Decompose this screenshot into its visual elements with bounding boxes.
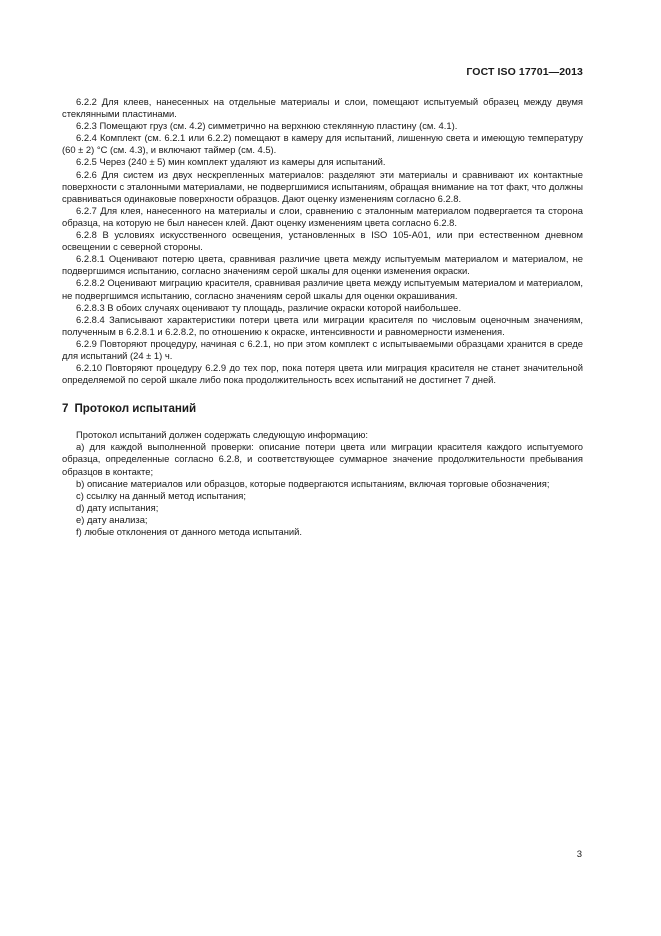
paragraph-6-2-5: 6.2.5 Через (240 ± 5) мин комплект удаляют из камеры для испытаний.: [76, 156, 386, 168]
document-body: [62, 96, 583, 538]
paragraph-6-2-7: 6.2.7 Для клея, нанесенного на материалы и слои, сравнению с эталонным материалом подвергается та сторона образца, на которую не был нанесен клей. Дают оценку изменениям цвета согласно 6.2.8.: [62, 204, 583, 228]
section-title: Протокол испытаний: [74, 402, 197, 416]
paragraph-6-2-2: 6.2.2 Для клеев, нанесенных на отдельные материалы и слои, помещают испытуемый образец между двумя стеклянными пластинами.: [62, 96, 583, 120]
page-number: 3: [576, 849, 582, 860]
section-number: 7: [62, 402, 69, 416]
list-item-b: b) описание материалов или образцов, которые подвергаются испытаниям, включая торговые обозначения;: [76, 477, 550, 489]
paragraph-6-2-4: 6.2.4 Комплект (см. 6.2.1 или 6.2.2) помещают в камеру для испытаний, лишенную света и имеющую температуру (60 ± 2) °С (см. 4.3), и включают таймер (см. 4.5).: [62, 132, 583, 156]
list-item-c: c) ссылку на данный метод испытания;: [76, 489, 246, 501]
paragraph-6-2-8-1: 6.2.8.1 Оценивают потерю цвета, сравнивая различие цвета между испытуемым материалом и материалом, не подвергшимся испытанию, согласно значениям серой шкалы для оценки изменения окраски.: [62, 253, 583, 277]
paragraph-6-2-6: 6.2.6 Для систем из двух нескрепленных материалов: разделяют эти материалы и сравнивают их контактные поверхности с эталонными материалами, не подвергшимися испытаниям, обращая внимание на тот факт, что должны сравниваться одинаковые поверхности образцов. Дают оценку изменениям согласно 6.2.8.: [62, 168, 583, 204]
list-item-f: f) любые отклонения от данного метода испытаний.: [76, 526, 302, 537]
paragraph-6-2-8-4: 6.2.8.4 Записывают характеристики потери цвета или миграции красителя по числовым оценочным значениям, полученным в 6.2.8.1 и 6.2.8.2, по отношению к окраске, интенсивности и равномерности изменения.: [62, 313, 583, 337]
list-item-e: e) дату анализа;: [76, 513, 148, 525]
section-heading: [62, 402, 583, 416]
list-item-a: a) для каждой выполненной проверки: описание потери цвета или миграции красителя каждого испытуемого образца, определенные согласно 6.2.8, и соответствующее суммарное значение продолжительности пребывания образцов в контакте;: [62, 441, 583, 477]
paragraph-6-2-10: 6.2.10 Повторяют процедуру 6.2.9 до тех пор, пока потеря цвета или миграция красителя не станет значительной определяемой по серой шкале либо пока продолжительность всех испытаний не достигнет 7 дней.: [62, 362, 583, 386]
paragraph-6-2-8: 6.2.8 В условиях искусственного освещения, установленных в ISO 105-A01, или при естественном дневном освещении с северной стороны.: [62, 229, 583, 253]
list-item-d: d) дату испытания;: [76, 501, 159, 513]
paragraph-6-2-8-3: 6.2.8.3 В обоих случаях оценивают ту площадь, различие окраски которой наибольшее.: [76, 301, 462, 313]
paragraph-6-2-9: 6.2.9 Повторяют процедуру, начиная с 6.2.1, но при этом комплект с испытываемыми образцами хранится в среде для испытаний (24 ± 1) ч.: [62, 337, 583, 361]
document-header: ГОСТ ISO 17701—2013: [466, 66, 583, 78]
paragraph-6-2-8-2: 6.2.8.2 Оценивают миграцию красителя, сравнивая различие цвета между испытуемым материалом и материалом, не подвергшимся испытанию, согласно значениям серой шкалы для оценки окрашивания.: [62, 277, 583, 301]
paragraph-6-2-3: 6.2.3 Помещают груз (см. 4.2) симметрично на верхнюю стеклянную пластину (см. 4.1).: [76, 120, 458, 132]
report-intro: Протокол испытаний должен содержать следующую информацию:: [76, 429, 368, 441]
